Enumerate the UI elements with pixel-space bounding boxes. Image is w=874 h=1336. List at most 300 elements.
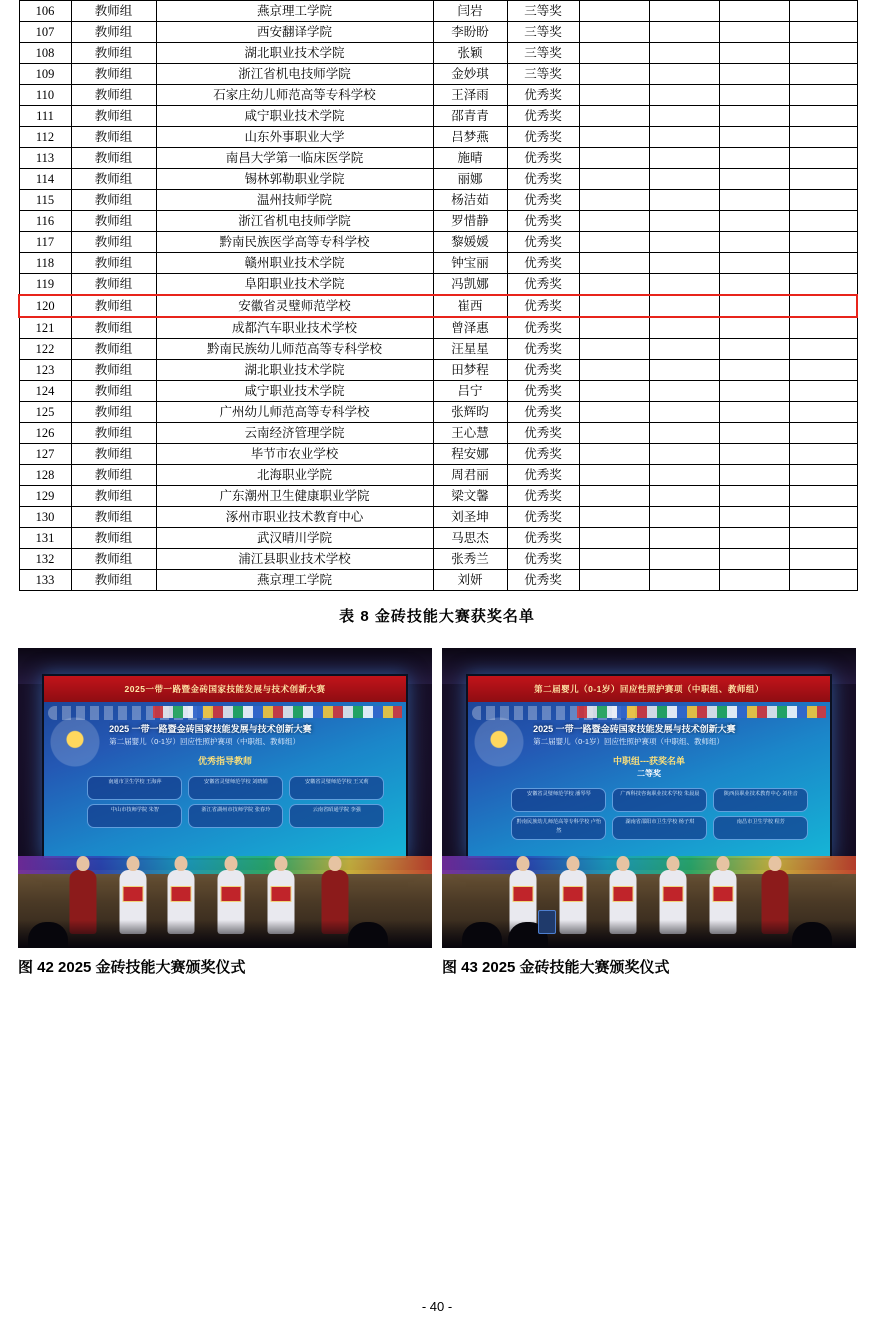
- row-name: 邵青青: [433, 106, 507, 127]
- winner-card: 安徽省灵璧师范学校 王又莉: [289, 776, 384, 800]
- award-table: [18, 0, 858, 591]
- figure-43-photo: [442, 648, 856, 948]
- row-group: 教师组: [71, 43, 156, 64]
- row-extra-1: [579, 253, 649, 274]
- screen-subtitle: 第二届婴儿（0-1岁）回应性照护赛项（中职组、教师组）: [109, 737, 300, 746]
- row-school: 燕京理工学院: [156, 570, 433, 591]
- row-extra-1: [579, 317, 649, 339]
- row-extra-2: [649, 148, 719, 169]
- flags-strip: [577, 706, 826, 718]
- row-extra-2: [649, 423, 719, 444]
- row-extra-1: [579, 549, 649, 570]
- row-name: 张秀兰: [433, 549, 507, 570]
- row-extra-2: [649, 465, 719, 486]
- row-no: 124: [19, 381, 71, 402]
- table-row: [19, 570, 857, 591]
- row-extra-2: [649, 106, 719, 127]
- table-row: [19, 381, 857, 402]
- row-school: 石家庄幼儿师范高等专科学校: [156, 85, 433, 106]
- table-row: [19, 507, 857, 528]
- table-row: [19, 64, 857, 85]
- table-row: [19, 444, 857, 465]
- table-row: [19, 402, 857, 423]
- row-group: 教师组: [71, 211, 156, 232]
- winner-card: 湖南省邵阳市卫生学校 杨子琪: [612, 816, 707, 840]
- row-extra-3: [719, 402, 789, 423]
- row-no: 114: [19, 169, 71, 190]
- figure-gallery: [18, 648, 856, 977]
- row-extra-4: [789, 274, 857, 296]
- row-school: 毕节市农业学校: [156, 444, 433, 465]
- row-group: 教师组: [71, 360, 156, 381]
- row-extra-3: [719, 317, 789, 339]
- row-extra-2: [649, 549, 719, 570]
- table-row: [19, 43, 857, 64]
- row-extra-4: [789, 127, 857, 148]
- row-no: 117: [19, 232, 71, 253]
- row-extra-1: [579, 360, 649, 381]
- winner-card-grid: [511, 788, 808, 840]
- row-no: 106: [19, 1, 71, 22]
- row-extra-3: [719, 295, 789, 317]
- table-row: [19, 339, 857, 360]
- row-no: 121: [19, 317, 71, 339]
- row-prize: 优秀奖: [507, 317, 579, 339]
- row-prize: 优秀奖: [507, 507, 579, 528]
- row-group: 教师组: [71, 127, 156, 148]
- row-extra-2: [649, 1, 719, 22]
- row-extra-3: [719, 190, 789, 211]
- table-row: [19, 317, 857, 339]
- row-extra-2: [649, 127, 719, 148]
- row-group: 教师组: [71, 85, 156, 106]
- row-extra-1: [579, 528, 649, 549]
- row-no: 131: [19, 528, 71, 549]
- table-row: [19, 549, 857, 570]
- screen-heading-secondary: 二等奖: [637, 769, 661, 778]
- row-group: 教师组: [71, 106, 156, 127]
- row-extra-4: [789, 190, 857, 211]
- row-extra-3: [719, 423, 789, 444]
- flags-strip: [153, 706, 402, 718]
- row-name: 周君丽: [433, 465, 507, 486]
- row-extra-1: [579, 1, 649, 22]
- row-no: 115: [19, 190, 71, 211]
- row-prize: 优秀奖: [507, 274, 579, 296]
- row-no: 111: [19, 106, 71, 127]
- table-row: [19, 232, 857, 253]
- row-name: 钟宝丽: [433, 253, 507, 274]
- row-name: 马思杰: [433, 528, 507, 549]
- row-extra-4: [789, 211, 857, 232]
- row-name: 罗惜静: [433, 211, 507, 232]
- row-extra-3: [719, 339, 789, 360]
- row-extra-4: [789, 1, 857, 22]
- row-extra-2: [649, 381, 719, 402]
- row-prize: 三等奖: [507, 1, 579, 22]
- row-extra-1: [579, 570, 649, 591]
- row-extra-3: [719, 486, 789, 507]
- row-no: 109: [19, 64, 71, 85]
- row-group: 教师组: [71, 1, 156, 22]
- row-prize: 三等奖: [507, 22, 579, 43]
- row-extra-1: [579, 465, 649, 486]
- row-extra-1: [579, 127, 649, 148]
- row-name: 田梦程: [433, 360, 507, 381]
- row-extra-4: [789, 570, 857, 591]
- row-no: 123: [19, 360, 71, 381]
- row-school: 赣州职业技术学院: [156, 253, 433, 274]
- row-prize: 优秀奖: [507, 339, 579, 360]
- row-extra-3: [719, 465, 789, 486]
- row-group: 教师组: [71, 64, 156, 85]
- table-row: [19, 486, 857, 507]
- screen-banner: 第二届婴儿（0-1岁）回应性照护赛项（中职组、教师组）: [468, 676, 830, 702]
- row-extra-1: [579, 85, 649, 106]
- row-group: 教师组: [71, 507, 156, 528]
- row-extra-2: [649, 232, 719, 253]
- table-row: [19, 1, 857, 22]
- row-name: 程安娜: [433, 444, 507, 465]
- row-no: 110: [19, 85, 71, 106]
- row-prize: 优秀奖: [507, 360, 579, 381]
- table-row: [19, 253, 857, 274]
- row-extra-2: [649, 528, 719, 549]
- phone-icon: [538, 910, 556, 934]
- row-extra-3: [719, 106, 789, 127]
- row-name: 施晴: [433, 148, 507, 169]
- row-extra-3: [719, 22, 789, 43]
- screen-heading: 优秀指导教师: [197, 756, 252, 766]
- row-extra-1: [579, 444, 649, 465]
- row-extra-1: [579, 169, 649, 190]
- row-prize: 优秀奖: [507, 423, 579, 444]
- row-extra-2: [649, 211, 719, 232]
- row-extra-4: [789, 169, 857, 190]
- row-extra-2: [649, 43, 719, 64]
- row-prize: 优秀奖: [507, 381, 579, 402]
- row-no: 128: [19, 465, 71, 486]
- winner-card: 广西科技咨询职业技术学校 朱晨晨: [612, 788, 707, 812]
- row-group: 教师组: [71, 339, 156, 360]
- figure-42-photo: [18, 648, 432, 948]
- row-name: 汪星星: [433, 339, 507, 360]
- row-no: 107: [19, 22, 71, 43]
- screen-title: 2025 一带一路暨金砖国家技能发展与技术创新大赛: [109, 724, 312, 734]
- row-no: 113: [19, 148, 71, 169]
- row-extra-4: [789, 232, 857, 253]
- row-name: 丽娜: [433, 169, 507, 190]
- row-group: 教师组: [71, 169, 156, 190]
- winner-card: 云南省昭通学院 李强: [289, 804, 384, 828]
- row-group: 教师组: [71, 190, 156, 211]
- row-extra-2: [649, 22, 719, 43]
- row-school: 广州幼儿师范高等专科学校: [156, 402, 433, 423]
- table-row: [19, 465, 857, 486]
- row-extra-4: [789, 148, 857, 169]
- row-no: 129: [19, 486, 71, 507]
- screen-banner: 2025一带一路暨金砖国家技能发展与技术创新大赛: [44, 676, 406, 702]
- row-school: 南昌大学第一临床医学院: [156, 148, 433, 169]
- row-extra-3: [719, 148, 789, 169]
- award-table-body: [19, 1, 857, 591]
- row-school: 浦江县职业技术学校: [156, 549, 433, 570]
- row-name: 黎媛媛: [433, 232, 507, 253]
- row-extra-4: [789, 64, 857, 85]
- table-row: [19, 274, 857, 296]
- table-row: [19, 127, 857, 148]
- screen-heading: 中职组---获奖名单: [613, 756, 685, 766]
- row-name: 张颖: [433, 43, 507, 64]
- row-extra-1: [579, 22, 649, 43]
- row-school: 咸宁职业技术学院: [156, 106, 433, 127]
- row-extra-1: [579, 402, 649, 423]
- row-extra-2: [649, 360, 719, 381]
- winner-card: 安徽省灵璧师范学校 潘琴琴: [511, 788, 606, 812]
- row-extra-4: [789, 253, 857, 274]
- table-caption: 表 8 金砖技能大赛获奖名单: [339, 608, 535, 625]
- row-name: 刘圣坤: [433, 507, 507, 528]
- row-extra-3: [719, 43, 789, 64]
- row-group: 教师组: [71, 381, 156, 402]
- table-row: [19, 106, 857, 127]
- row-prize: 优秀奖: [507, 232, 579, 253]
- row-extra-2: [649, 507, 719, 528]
- row-extra-4: [789, 360, 857, 381]
- row-extra-1: [579, 43, 649, 64]
- row-group: 教师组: [71, 232, 156, 253]
- row-extra-1: [579, 148, 649, 169]
- row-name: 崔西: [433, 295, 507, 317]
- row-prize: 优秀奖: [507, 465, 579, 486]
- row-extra-1: [579, 274, 649, 296]
- row-extra-3: [719, 274, 789, 296]
- row-extra-1: [579, 106, 649, 127]
- row-school: 阜阳职业技术学院: [156, 274, 433, 296]
- row-group: 教师组: [71, 253, 156, 274]
- row-no: 118: [19, 253, 71, 274]
- row-name: 闫岩: [433, 1, 507, 22]
- row-extra-1: [579, 64, 649, 85]
- row-extra-1: [579, 507, 649, 528]
- row-school: 北海职业学院: [156, 465, 433, 486]
- led-screen: [42, 674, 408, 860]
- winner-card: 南通市卫生学校 王海萍: [87, 776, 182, 800]
- row-extra-3: [719, 549, 789, 570]
- row-extra-1: [579, 190, 649, 211]
- row-extra-3: [719, 232, 789, 253]
- row-extra-1: [579, 486, 649, 507]
- row-group: 教师组: [71, 570, 156, 591]
- row-extra-2: [649, 64, 719, 85]
- row-name: 刘妍: [433, 570, 507, 591]
- table-row: [19, 169, 857, 190]
- winner-card: 黔南民族幼儿师范高等专科学校 卢怡然: [511, 816, 606, 840]
- row-extra-3: [719, 444, 789, 465]
- row-name: 王泽雨: [433, 85, 507, 106]
- table-row: [19, 423, 857, 444]
- table-row: [19, 85, 857, 106]
- figure-43: [442, 648, 856, 977]
- screen-title: 2025 一带一路暨金砖国家技能发展与技术创新大赛: [533, 724, 736, 734]
- row-extra-3: [719, 507, 789, 528]
- row-extra-1: [579, 232, 649, 253]
- row-extra-3: [719, 570, 789, 591]
- row-extra-4: [789, 106, 857, 127]
- row-prize: 优秀奖: [507, 444, 579, 465]
- winner-card: 陕西县职业技术教育中心 刘佳音: [713, 788, 808, 812]
- row-extra-4: [789, 528, 857, 549]
- row-school: 安徽省灵璧师范学校: [156, 295, 433, 317]
- row-prize: 优秀奖: [507, 148, 579, 169]
- row-group: 教师组: [71, 402, 156, 423]
- row-extra-2: [649, 253, 719, 274]
- audience-silhouette: [18, 920, 432, 948]
- row-name: 曾泽惠: [433, 317, 507, 339]
- winner-card: 浙江省湖州市技师学院 张春玲: [188, 804, 283, 828]
- audience-silhouette: [442, 920, 856, 948]
- table-row: [19, 360, 857, 381]
- row-prize: 优秀奖: [507, 253, 579, 274]
- page-number: - 40 -: [421, 1299, 453, 1314]
- row-extra-2: [649, 339, 719, 360]
- row-prize: 优秀奖: [507, 169, 579, 190]
- row-extra-1: [579, 339, 649, 360]
- row-school: 湖北职业技术学院: [156, 360, 433, 381]
- table-row: [19, 211, 857, 232]
- row-extra-4: [789, 423, 857, 444]
- row-extra-2: [649, 444, 719, 465]
- winner-card-grid: [87, 776, 384, 828]
- row-name: 冯凯娜: [433, 274, 507, 296]
- row-group: 教师组: [71, 423, 156, 444]
- row-group: 教师组: [71, 465, 156, 486]
- row-extra-2: [649, 274, 719, 296]
- row-extra-4: [789, 317, 857, 339]
- row-prize: 优秀奖: [507, 570, 579, 591]
- row-extra-2: [649, 317, 719, 339]
- row-no: 122: [19, 339, 71, 360]
- row-extra-1: [579, 381, 649, 402]
- table-row: [19, 528, 857, 549]
- row-no: 130: [19, 507, 71, 528]
- row-prize: 优秀奖: [507, 295, 579, 317]
- row-prize: 优秀奖: [507, 106, 579, 127]
- row-name: 张辉昀: [433, 402, 507, 423]
- row-school: 云南经济管理学院: [156, 423, 433, 444]
- row-extra-4: [789, 381, 857, 402]
- row-extra-2: [649, 570, 719, 591]
- row-extra-3: [719, 1, 789, 22]
- row-extra-4: [789, 549, 857, 570]
- table-row: [19, 22, 857, 43]
- row-prize: 优秀奖: [507, 127, 579, 148]
- row-extra-2: [649, 486, 719, 507]
- row-extra-4: [789, 22, 857, 43]
- row-no: 127: [19, 444, 71, 465]
- screen-subtitle: 第二届婴儿（0-1岁）回应性照护赛项（中职组、教师组）: [533, 737, 724, 746]
- row-extra-3: [719, 64, 789, 85]
- row-extra-1: [579, 295, 649, 317]
- row-prize: 优秀奖: [507, 402, 579, 423]
- row-school: 山东外事职业大学: [156, 127, 433, 148]
- row-name: 杨洁茹: [433, 190, 507, 211]
- row-school: 咸宁职业技术学院: [156, 381, 433, 402]
- winner-card: 安徽省灵璧师范学校 刘晓娟: [188, 776, 283, 800]
- row-school: 湖北职业技术学院: [156, 43, 433, 64]
- row-no: 116: [19, 211, 71, 232]
- row-group: 教师组: [71, 528, 156, 549]
- row-extra-3: [719, 211, 789, 232]
- row-extra-3: [719, 253, 789, 274]
- row-extra-3: [719, 169, 789, 190]
- row-no: 132: [19, 549, 71, 570]
- row-prize: 优秀奖: [507, 549, 579, 570]
- row-extra-2: [649, 85, 719, 106]
- row-group: 教师组: [71, 486, 156, 507]
- table-row: [19, 295, 857, 317]
- row-extra-2: [649, 169, 719, 190]
- row-school: 成都汽车职业技术学校: [156, 317, 433, 339]
- row-extra-3: [719, 381, 789, 402]
- row-extra-4: [789, 43, 857, 64]
- row-extra-1: [579, 423, 649, 444]
- row-extra-2: [649, 295, 719, 317]
- row-school: 温州技师学院: [156, 190, 433, 211]
- row-name: 金妙琪: [433, 64, 507, 85]
- row-extra-4: [789, 444, 857, 465]
- row-school: 黔南民族医学高等专科学校: [156, 232, 433, 253]
- row-name: 梁文馨: [433, 486, 507, 507]
- row-extra-2: [649, 190, 719, 211]
- row-extra-3: [719, 528, 789, 549]
- row-no: 126: [19, 423, 71, 444]
- row-group: 教师组: [71, 22, 156, 43]
- figure-43-caption: 图 43 2025 金砖技能大赛颁奖仪式: [442, 959, 670, 976]
- row-extra-3: [719, 85, 789, 106]
- row-name: 吕宁: [433, 381, 507, 402]
- row-school: 浙江省机电技师学院: [156, 211, 433, 232]
- row-prize: 三等奖: [507, 64, 579, 85]
- row-extra-2: [649, 402, 719, 423]
- row-no: 108: [19, 43, 71, 64]
- row-school: 燕京理工学院: [156, 1, 433, 22]
- row-school: 西安翻译学院: [156, 22, 433, 43]
- row-group: 教师组: [71, 274, 156, 296]
- row-prize: 优秀奖: [507, 486, 579, 507]
- figure-42-caption: 图 42 2025 金砖技能大赛颁奖仪式: [18, 959, 246, 976]
- row-extra-4: [789, 402, 857, 423]
- row-extra-4: [789, 507, 857, 528]
- row-no: 112: [19, 127, 71, 148]
- row-extra-4: [789, 295, 857, 317]
- row-school: 涿州市职业技术教育中心: [156, 507, 433, 528]
- winner-card: 中山市技师学院 朱智: [87, 804, 182, 828]
- row-extra-4: [789, 465, 857, 486]
- row-school: 锡林郭勒职业学院: [156, 169, 433, 190]
- row-no: 133: [19, 570, 71, 591]
- row-prize: 优秀奖: [507, 85, 579, 106]
- row-name: 王心慧: [433, 423, 507, 444]
- row-group: 教师组: [71, 295, 156, 317]
- row-extra-1: [579, 211, 649, 232]
- row-extra-4: [789, 85, 857, 106]
- led-screen: [466, 674, 832, 860]
- row-group: 教师组: [71, 549, 156, 570]
- row-name: 吕梦燕: [433, 127, 507, 148]
- row-extra-3: [719, 127, 789, 148]
- table-row: [19, 190, 857, 211]
